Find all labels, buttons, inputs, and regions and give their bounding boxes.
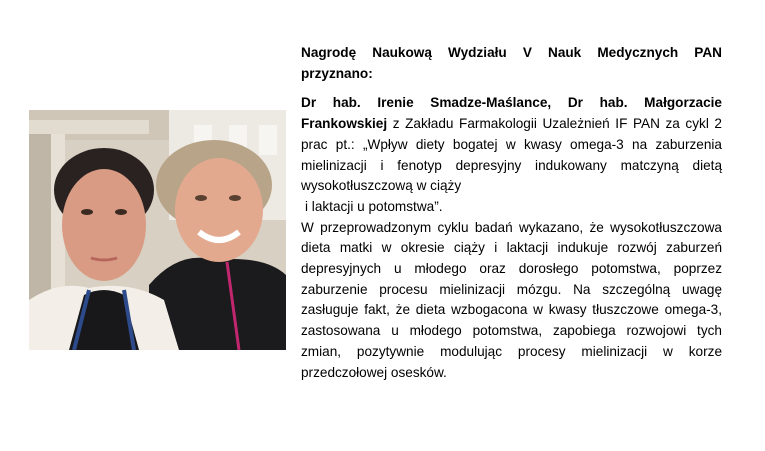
award-description: W przeprowadzonym cyklu badań wykazano, że wysokotłuszczowa dieta matki w okresie ciąży i laktacji indukuje rozwój zaburzeń depresyjnych u młodego oraz dorosłego potomstwa, poprzez zaburzenie procesu mielinizacji mózgu. Na szczególną uwagę zasługuje fakt, że dieta wzbogacona w kwasy tłuszczowe omega-3, zastosowana u młodego potomstwa, zapobiega rozwojowi tych zmian, pozytywnie modulując procesy mielinizacji w korze przedczołowej osesków.: [301, 219, 722, 380]
award-photo: [29, 110, 286, 350]
affiliation-tail: i laktacji u potomstwa”.: [305, 198, 443, 214]
award-text: [301, 43, 722, 383]
affiliation-text: z Zakładu Farmakologii Uzależnień IF PAN za cykl 2 prac pt.: „Wpływ diety bogatej w kwasy omega-3 na zaburzenia mielinizacji i fenotyp depresyjny indukowany matczyną dietą wysokotłuszczową w ciąży: [301, 116, 722, 194]
recipient-names: Dr hab. Irenie Smadze-Maślance, Dr hab. Małgorzacie Frankowskiej: [301, 95, 722, 132]
award-paragraph: [301, 93, 722, 217]
award-heading: Nagrodę Naukową Wydziału V Nauk Medycznych PAN przyznano:: [301, 45, 722, 81]
